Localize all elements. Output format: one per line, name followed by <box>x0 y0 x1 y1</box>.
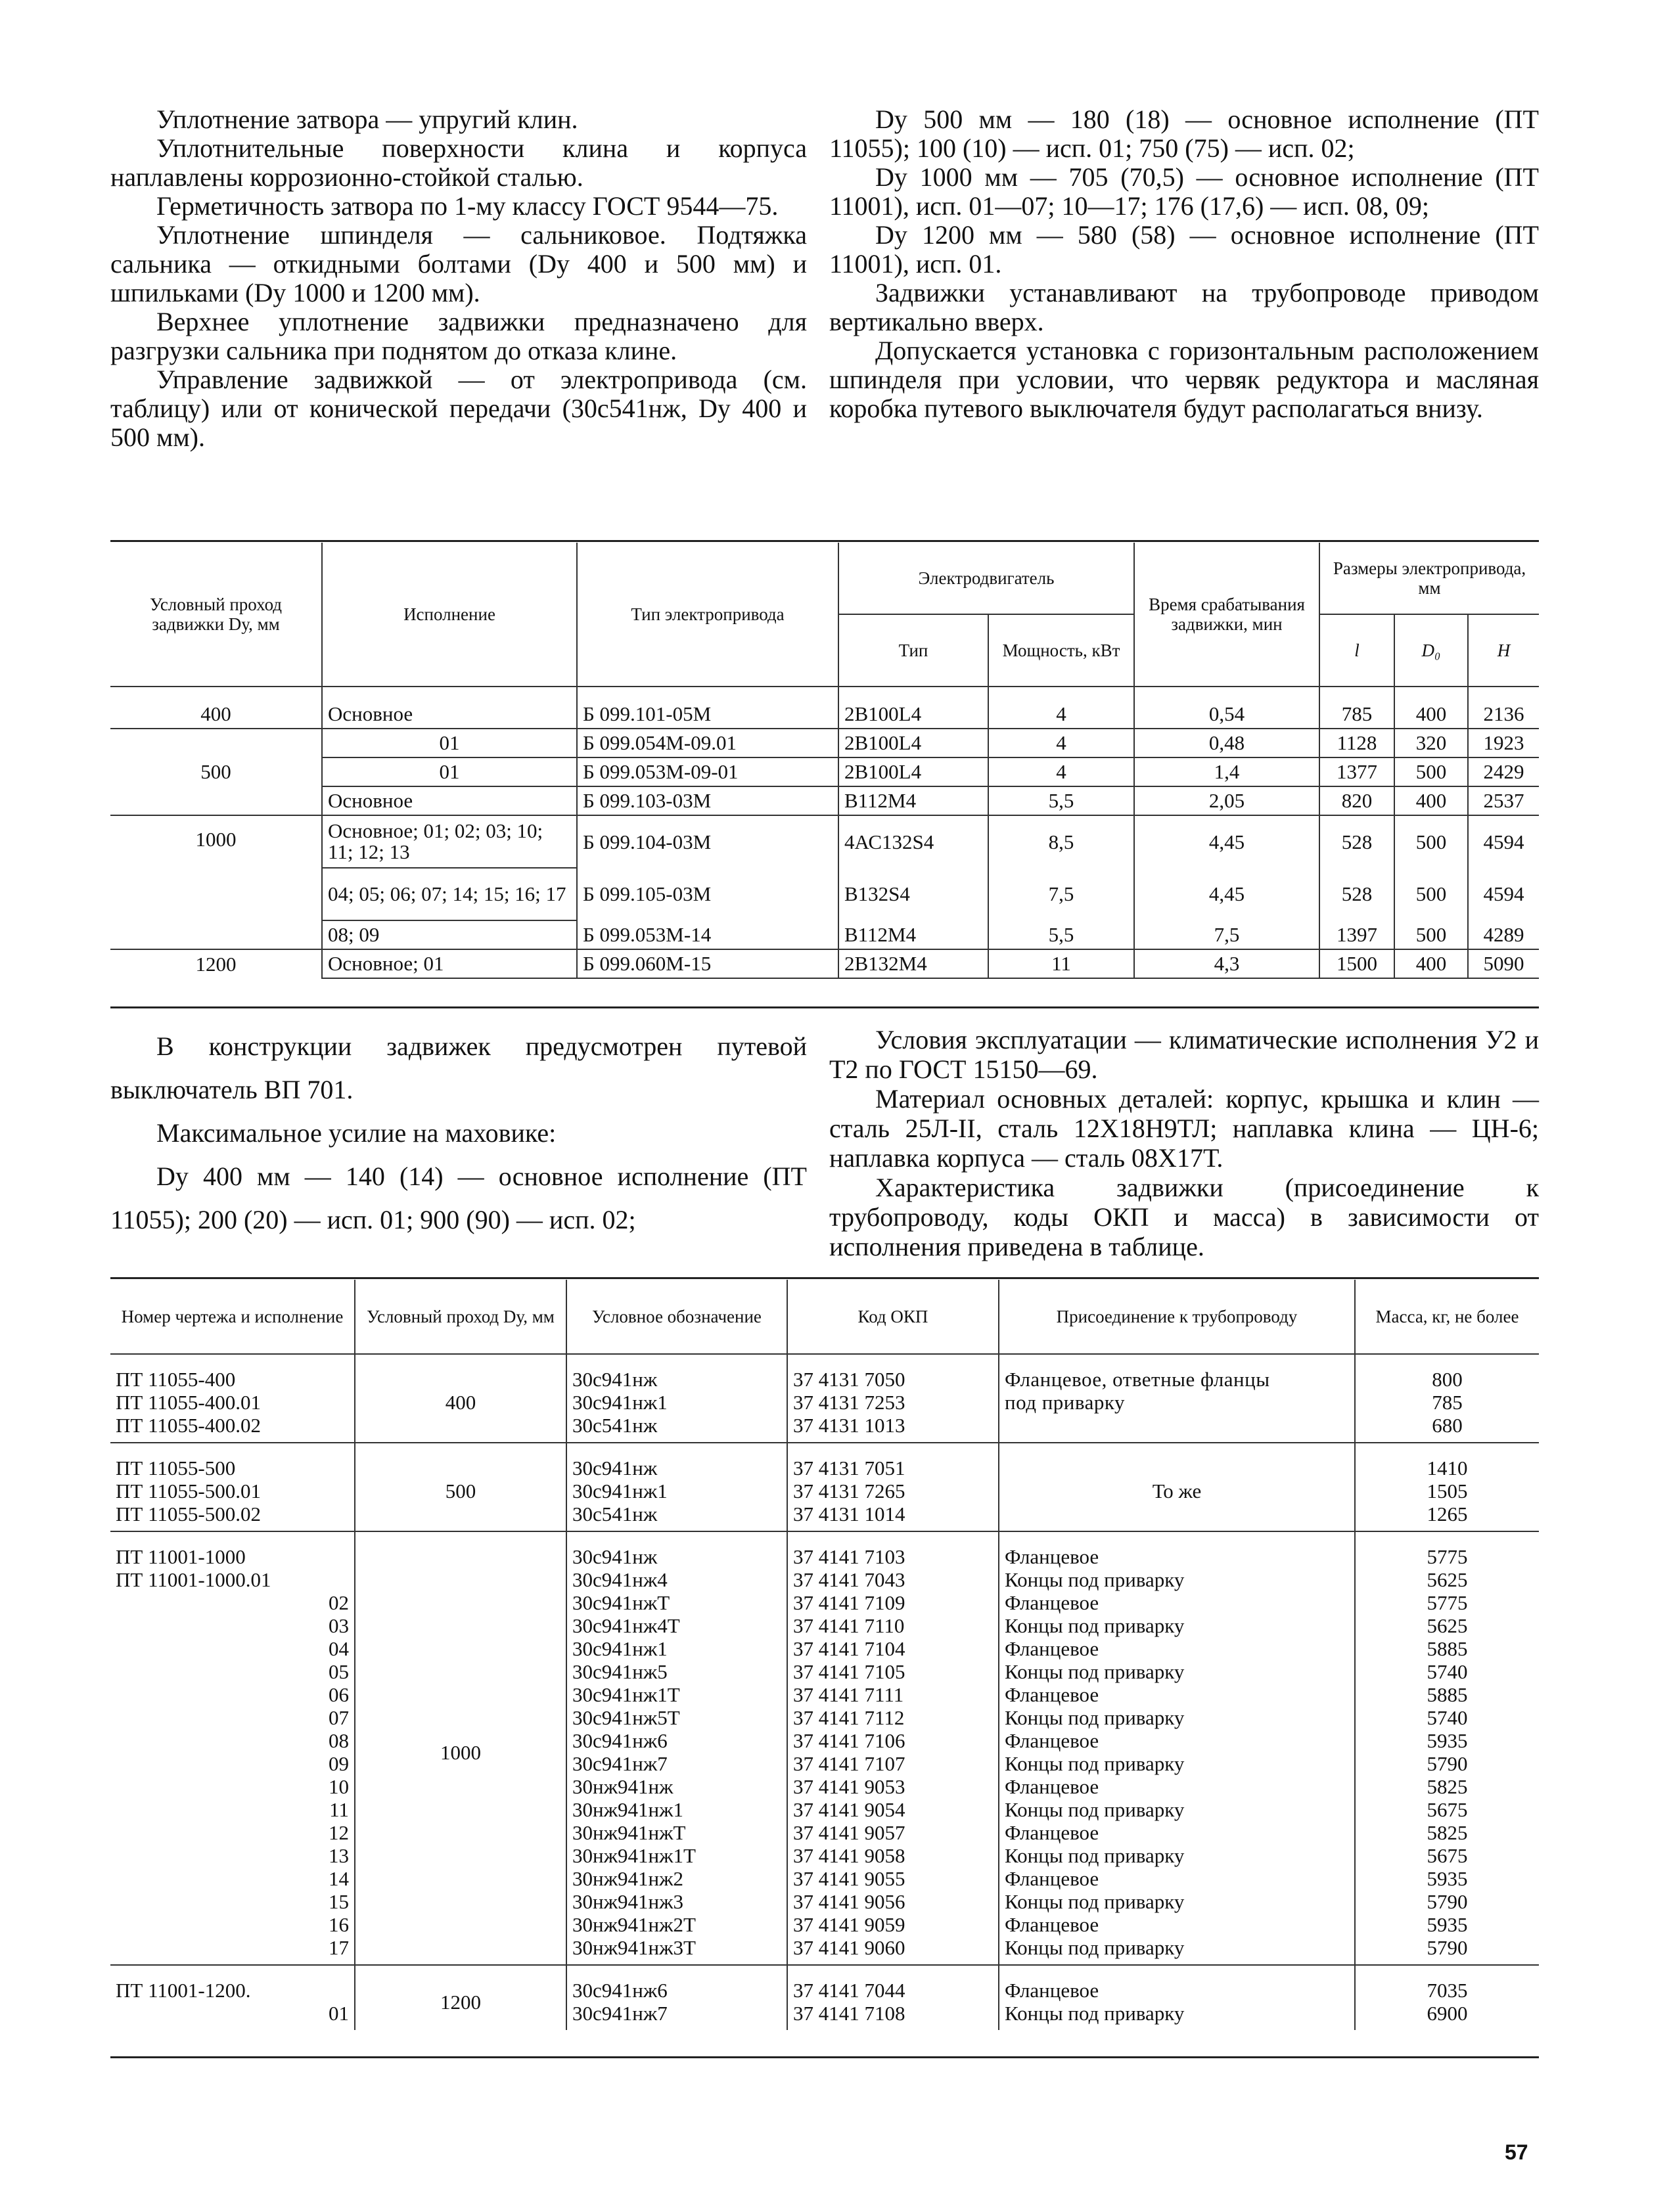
cell-line: 30нж941нж1 <box>572 1798 684 1821</box>
cell-line: 37 4141 7105 <box>793 1660 905 1683</box>
cell-line: 15 <box>329 1890 349 1913</box>
paragraph: Уплотнение затвора — упругий клин. <box>156 104 578 134</box>
cell-line: 12 <box>329 1821 349 1844</box>
cell-line: 37 4141 7109 <box>793 1591 905 1614</box>
cell-line: под приварку <box>1005 1391 1126 1414</box>
paragraph: Управление задвижкой — от электропривода (см. таблицу) или от конической передачи (30с541нж, Dу 400 и 500 мм). <box>110 365 807 452</box>
paragraph: Dу 500 мм — 180 (18) — основное исполнение (ПТ 11055); 100 (10) — исп. 01; 750 (75) — исп. 02; <box>829 104 1539 163</box>
paragraph: В конструкции задвижек предусмотрен путевой выключатель ВП 701. <box>110 1031 807 1104</box>
cell-line: 30с941нж4Т <box>572 1614 680 1637</box>
table-row: Основное Б 099.103-03М В112М4 5,5 2,05 820 400 2537 <box>110 786 1539 815</box>
cell-line: Фланцевое, ответные фланцы <box>1005 1368 1270 1391</box>
cell-line: Фланцевое <box>1005 1683 1099 1706</box>
cell-line: 30нж941нжТ <box>572 1821 686 1844</box>
cell-line: 37 4141 7108 <box>793 2002 905 2025</box>
cell-line: 09 <box>329 1752 349 1775</box>
paragraph: Максимальное усилие на маховике: <box>156 1118 557 1148</box>
cell-line: 5740 <box>1427 1660 1468 1683</box>
cell-line: 37 4131 7265 <box>793 1479 905 1502</box>
header-motor-type: Тип <box>838 614 988 687</box>
cell-line: 30с941нж6 <box>572 1729 668 1752</box>
cell-line: Концы под приварку <box>1005 1844 1185 1867</box>
cell-line: 1505 <box>1427 1479 1468 1502</box>
cell-line: 30с941нж <box>572 1545 658 1568</box>
mid-left-column <box>110 1025 807 1242</box>
cell-line: 37 4131 7051 <box>793 1456 905 1479</box>
cell-line: 05 <box>329 1660 349 1683</box>
cell-line: 37 4141 7106 <box>793 1729 905 1752</box>
cell-line: 30с941нж1 <box>572 1479 668 1502</box>
cell-line: 5790 <box>1427 1936 1468 1959</box>
cell-line: ПТ 11055-400.02 <box>116 1414 261 1437</box>
cell-line: 30с941нж5Т <box>572 1706 680 1729</box>
cell-line: Концы под приварку <box>1005 1568 1185 1591</box>
cell-line: 16 <box>329 1913 349 1936</box>
table-row: 400 Основное Б 099.101-05М 2В100L4 4 0,54 785 400 2136 <box>110 700 1539 729</box>
cell-line: 5825 <box>1427 1775 1468 1798</box>
cell-line: Фланцевое <box>1005 1775 1099 1798</box>
cell-line: 37 4141 7112 <box>793 1706 905 1729</box>
cell-line: 37 4131 1014 <box>793 1502 905 1525</box>
table-row-group: ПТ 11001-1000 ПТ 11001-1000.01 02 03 04 05 06 07 08 09 10 11 12 13 14 15 16 17 1000 30с941нж 30с941нж4 30с941нжТ 30с941нж4Т 30с941нж1 30с941нж5 30с941нж1Т 30с941нж5Т 30с941нж6 30с941нж7 30нж941нж 30нж941нж1 30нж941нжТ 30нж941нж1Т 30нж941нж2 30нж941нж3 30нж941нж2Т 30нж941нж3Т 37 4141 7103 37 4141 7043 37 4141 7109 37 4141 7110 37 4141 7104 37 4141 7105 37 4141 7111 37 4141 7112 37 4141 7106 37 4141 7107 37 4141 9053 37 4141 9054 37 4141 9057 37 4141 9058 37 4141 9055 37 4141 9056 37 4141 9059 37 4141 9060 Фланцевое Концы под приварку Фланцевое Концы под приварку Фланцевое Концы под приварку Фланцевое Концы под приварку Фланцевое Концы под приварку Фланцевое Концы под приварку Фланцевое Концы под приварку Фланцевое Концы под приварку Фланцевое Концы под приварку 5775 5625 5775 5625 5885 5740 5885 5740 5935 5790 5825 5675 5825 5675 5935 5790 5935 5790 <box>110 1531 1539 1965</box>
cell-line: ПТ 11055-500.02 <box>116 1502 261 1525</box>
cell-line: 30с941нж1Т <box>572 1683 680 1706</box>
header-dim-d0: D₀ <box>1394 614 1468 687</box>
cell-line: 37 4141 7104 <box>793 1637 905 1660</box>
cell-line: 30с941нж1 <box>572 1391 668 1414</box>
cell-line: 37 4141 9053 <box>793 1775 905 1798</box>
cell-line: Фланцевое <box>1005 1545 1099 1568</box>
cell-line: 5625 <box>1427 1614 1468 1637</box>
paragraph: Условия эксплуатации — климатические исполнения У2 и Т2 по ГОСТ 15150—69. <box>829 1025 1539 1084</box>
cell-line: ПТ 11055-400.01 <box>116 1391 261 1414</box>
cell-line: 11 <box>329 1798 349 1821</box>
intro-right-column <box>829 105 1539 423</box>
cell-line: 1265 <box>1427 1502 1468 1525</box>
cell-line: ПТ 11055-400 <box>116 1368 236 1391</box>
cell-line: 5775 <box>1427 1545 1468 1568</box>
cell-line: 04 <box>329 1637 349 1660</box>
cell-line: 800 <box>1432 1368 1463 1391</box>
cell-line: 03 <box>329 1614 349 1637</box>
cell-line: 5885 <box>1427 1637 1468 1660</box>
header-mass: Масса, кг, не более <box>1355 1280 1539 1354</box>
table2-top-rule <box>110 1277 1539 1279</box>
cell-line: 37 4141 7110 <box>793 1614 905 1637</box>
cell-line: ПТ 11055-500.01 <box>116 1479 261 1502</box>
header-drive-type: Тип электропривода <box>577 543 838 687</box>
paragraph: Уплотнительные поверхности клина и корпуса наплавлены коррозионно-стойкой сталью. <box>110 133 807 192</box>
header-okp: Код ОКП <box>787 1280 999 1354</box>
cell-line: Концы под приварку <box>1005 1706 1185 1729</box>
cell-line: 37 4141 9054 <box>793 1798 905 1821</box>
table-row: 1000 Основное; 01; 02; 03; 10; 11; 12; 13 Б 099.104-03М 4АС132S4 8,5 4,45 528 500 4594 <box>110 815 1539 868</box>
cell-line: 30с941нжТ <box>572 1591 670 1614</box>
cell-line: ПТ 11001-1000 <box>116 1545 246 1568</box>
cell-line: 07 <box>329 1706 349 1729</box>
cell-line: 30с941нж1 <box>572 1637 668 1660</box>
cell-line: 5675 <box>1427 1844 1468 1867</box>
table-row-group: ПТ 11055-400 ПТ 11055-400.01 ПТ 11055-400.02 400 30с941нж 30с941нж1 30с541нж 37 4131 7050 37 4131 7253 37 4131 1013 Фланцевое, ответные фланцы под приварку 800 785 680 <box>110 1354 1539 1443</box>
cell-line: 30с541нж <box>572 1414 658 1437</box>
cell-line: 30с941нж7 <box>572 2002 668 2025</box>
cell-line: 5790 <box>1427 1890 1468 1913</box>
cell-line: Фланцевое <box>1005 1821 1099 1844</box>
paragraph: Уплотнение шпинделя — сальниковое. Подтяжка сальника — откидными болтами (Dу 400 и 500 мм) и шпильками (Dу 1000 и 1200 мм). <box>110 220 807 307</box>
header-dim-l: l <box>1319 614 1394 687</box>
cell-line: 37 4141 9059 <box>793 1913 905 1936</box>
cell-line: 5625 <box>1427 1568 1468 1591</box>
cell-line: 30с941нж <box>572 1456 658 1479</box>
cell-line: 30с941нж6 <box>572 1979 668 2002</box>
header-dim-h: H <box>1468 614 1539 687</box>
cell-line: 37 4131 1013 <box>793 1414 905 1437</box>
cell-line: Фланцевое <box>1005 1913 1099 1936</box>
paragraph: Dу 1000 мм — 705 (70,5) — основное исполнение (ПТ 11001), исп. 01—07; 10—17; 176 (17,6) — исп. 08, 09; <box>829 162 1539 221</box>
cell-line: 5675 <box>1427 1798 1468 1821</box>
header-version: Исполнение <box>322 543 577 687</box>
cell-line: ПТ 11001-1200. <box>116 1979 251 2002</box>
cell-line: 5935 <box>1427 1913 1468 1936</box>
cell-line: Концы под приварку <box>1005 1660 1185 1683</box>
paragraph: Материал основных деталей: корпус, крышка и клин — сталь 25Л-II, сталь 12Х18Н9ТЛ; наплавка клина — ЦН-6; наплавка корпуса — сталь 08Х17Т. <box>829 1084 1539 1173</box>
cell-line: 37 4141 7103 <box>793 1545 905 1568</box>
cell-line: 37 4141 9056 <box>793 1890 905 1913</box>
cell-line: Фланцевое <box>1005 1591 1099 1614</box>
cell-line: Фланцевое <box>1005 1637 1099 1660</box>
cell-line: Фланцевое <box>1005 1867 1099 1890</box>
header-motor-power: Мощность, кВт <box>988 614 1134 687</box>
cell-line: 37 4141 9057 <box>793 1821 905 1844</box>
cell-line: 785 <box>1432 1391 1463 1414</box>
header-time: Время срабатывания задвижки, мин <box>1134 543 1319 687</box>
cell-line: 37 4141 7107 <box>793 1752 905 1775</box>
cell-line: 30с941нж4 <box>572 1568 668 1591</box>
cell-line: Концы под приварку <box>1005 1936 1185 1959</box>
cell-line: 08 <box>329 1729 349 1752</box>
cell-line: 37 4131 7253 <box>793 1391 905 1414</box>
cell-line: То же <box>1152 1479 1202 1502</box>
cell-line: 5790 <box>1427 1752 1468 1775</box>
cell-line: Концы под приварку <box>1005 1752 1185 1775</box>
paragraph: Верхнее уплотнение задвижки предназначено для разгрузки сальника при поднятом до отказа клине. <box>110 307 807 365</box>
header-dims: Размеры электропривода, мм <box>1319 543 1539 614</box>
paragraph: Задвижки устанавливают на трубопроводе приводом вертикально вверх. <box>829 278 1539 336</box>
cell-line: 5825 <box>1427 1821 1468 1844</box>
table-row: 04; 05; 06; 07; 14; 15; 16; 17 Б 099.105-03М В132S4 7,5 4,45 528 500 4594 <box>110 868 1539 920</box>
table-row: 500 01 Б 099.054М-09.01 2В100L4 4 0,48 1128 320 1923 <box>110 729 1539 757</box>
paragraph: Характеристика задвижки (присоединение к трубопроводу, коды ОКП и масса) в зависимости от исполнения приведена в таблице. <box>829 1173 1539 1261</box>
cell-line: Концы под приварку <box>1005 1798 1185 1821</box>
cell-line: 5935 <box>1427 1729 1468 1752</box>
page-number: 57 <box>1505 2140 1528 2164</box>
table1-bottom-rule <box>110 1006 1539 1008</box>
cell-line: 30нж941нж <box>572 1775 674 1798</box>
cell-line: 5885 <box>1427 1683 1468 1706</box>
cell-line: 14 <box>329 1867 349 1890</box>
cell-line: 37 4141 9055 <box>793 1867 905 1890</box>
cell-line: 06 <box>329 1683 349 1706</box>
cell-line: 5935 <box>1427 1867 1468 1890</box>
table2-bottom-rule <box>110 2056 1539 2058</box>
cell-line: 02 <box>329 1591 349 1614</box>
cell-line: 5740 <box>1427 1706 1468 1729</box>
paragraph: Допускается установка с горизонтальным расположением шпинделя при условии, что червяк редуктора и масляная коробка путевого выключателя будут располагаться внизу. <box>829 336 1539 423</box>
intro-left-column <box>110 105 807 452</box>
table-row-group: ПТ 11001-1200. 01 1200 30с941нж6 30с941нж7 37 4141 7044 37 4141 7108 Фланцевое Концы под приварку 7035 6900 <box>110 1965 1539 2030</box>
header-motor: Электродвигатель <box>838 543 1134 614</box>
cell-line: Концы под приварку <box>1005 1614 1185 1637</box>
table-row-group: ПТ 11055-500 ПТ 11055-500.01 ПТ 11055-500.02 500 30с941нж 30с941нж1 30с541нж 37 4131 7051 37 4131 7265 37 4131 1014 То же 1410 1505 1265 <box>110 1443 1539 1531</box>
table-row: 1200 Основное; 01 Б 099.060М-15 2В132М4 11 4,3 1500 400 5090 <box>110 949 1539 978</box>
cell-line: 30нж941нж3 <box>572 1890 684 1913</box>
cell-line: 30с941нж7 <box>572 1752 668 1775</box>
cell-line: 01 <box>329 2002 349 2025</box>
cell-line: 13 <box>329 1844 349 1867</box>
cell-line: 30с541нж <box>572 1502 658 1525</box>
cell-line: 37 4141 7044 <box>793 1979 905 2002</box>
header-dn: Условный проход Dу, мм <box>355 1280 566 1354</box>
cell-line: 37 4141 7043 <box>793 1568 905 1591</box>
header-connection: Присоединение к трубопроводу <box>999 1280 1355 1354</box>
cell-line: Концы под приварку <box>1005 1890 1185 1913</box>
cell-line: 37 4141 9058 <box>793 1844 905 1867</box>
cell-line: 6900 <box>1427 2002 1468 2025</box>
cell-line: Фланцевое <box>1005 1979 1099 2002</box>
cell-line: 37 4141 9060 <box>793 1936 905 1959</box>
table1-top-rule <box>110 540 1539 542</box>
cell-line: 1410 <box>1427 1456 1468 1479</box>
cell-line: 17 <box>329 1936 349 1959</box>
cell-line: 30с941нж <box>572 1368 658 1391</box>
header-drawing: Номер чертежа и исполнение <box>121 1307 344 1326</box>
cell-line: 5775 <box>1427 1591 1468 1614</box>
cell-line: 37 4131 7050 <box>793 1368 905 1391</box>
paragraph: Dу 1200 мм — 580 (58) — основное исполнение (ПТ 11001), исп. 01. <box>829 220 1539 279</box>
cell-line: Фланцевое <box>1005 1729 1099 1752</box>
mid-right-column <box>829 1025 1539 1261</box>
cell-line: 30нж941нж3Т <box>572 1936 696 1959</box>
cell-line: ПТ 11055-500 <box>116 1456 236 1479</box>
electric-drive-table <box>110 543 1539 979</box>
header-designation: Условное обозначение <box>566 1280 787 1354</box>
cell-line: 10 <box>329 1775 349 1798</box>
cell-line: 7035 <box>1427 1979 1468 2002</box>
header-dn: Условный проход задвижки Dу, мм <box>149 595 283 634</box>
cell-line: 30нж941нж1Т <box>572 1844 696 1867</box>
paragraph: Dу 400 мм — 140 (14) — основное исполнение (ПТ 11055); 200 (20) — исп. 01; 900 (90) — исп. 02; <box>110 1162 807 1234</box>
valve-characteristics-table <box>110 1280 1539 2030</box>
cell-line: 30с941нж5 <box>572 1660 668 1683</box>
table-row: 01 Б 099.053М-09-01 2В100L4 4 1,4 1377 500 2429 <box>110 757 1539 786</box>
cell-line: Концы под приварку <box>1005 2002 1185 2025</box>
cell-line: 680 <box>1432 1414 1463 1437</box>
cell-line: ПТ 11001-1000.01 <box>116 1568 271 1591</box>
cell-line: 30нж941нж2Т <box>572 1913 696 1936</box>
table-row: 08; 09 Б 099.053М-14 В112М4 5,5 7,5 1397 500 4289 <box>110 920 1539 949</box>
paragraph: Герметичность затвора по 1-му классу ГОСТ 9544—75. <box>156 191 779 221</box>
cell-line: 30нж941нж2 <box>572 1867 684 1890</box>
cell-line: 37 4141 7111 <box>793 1683 904 1706</box>
